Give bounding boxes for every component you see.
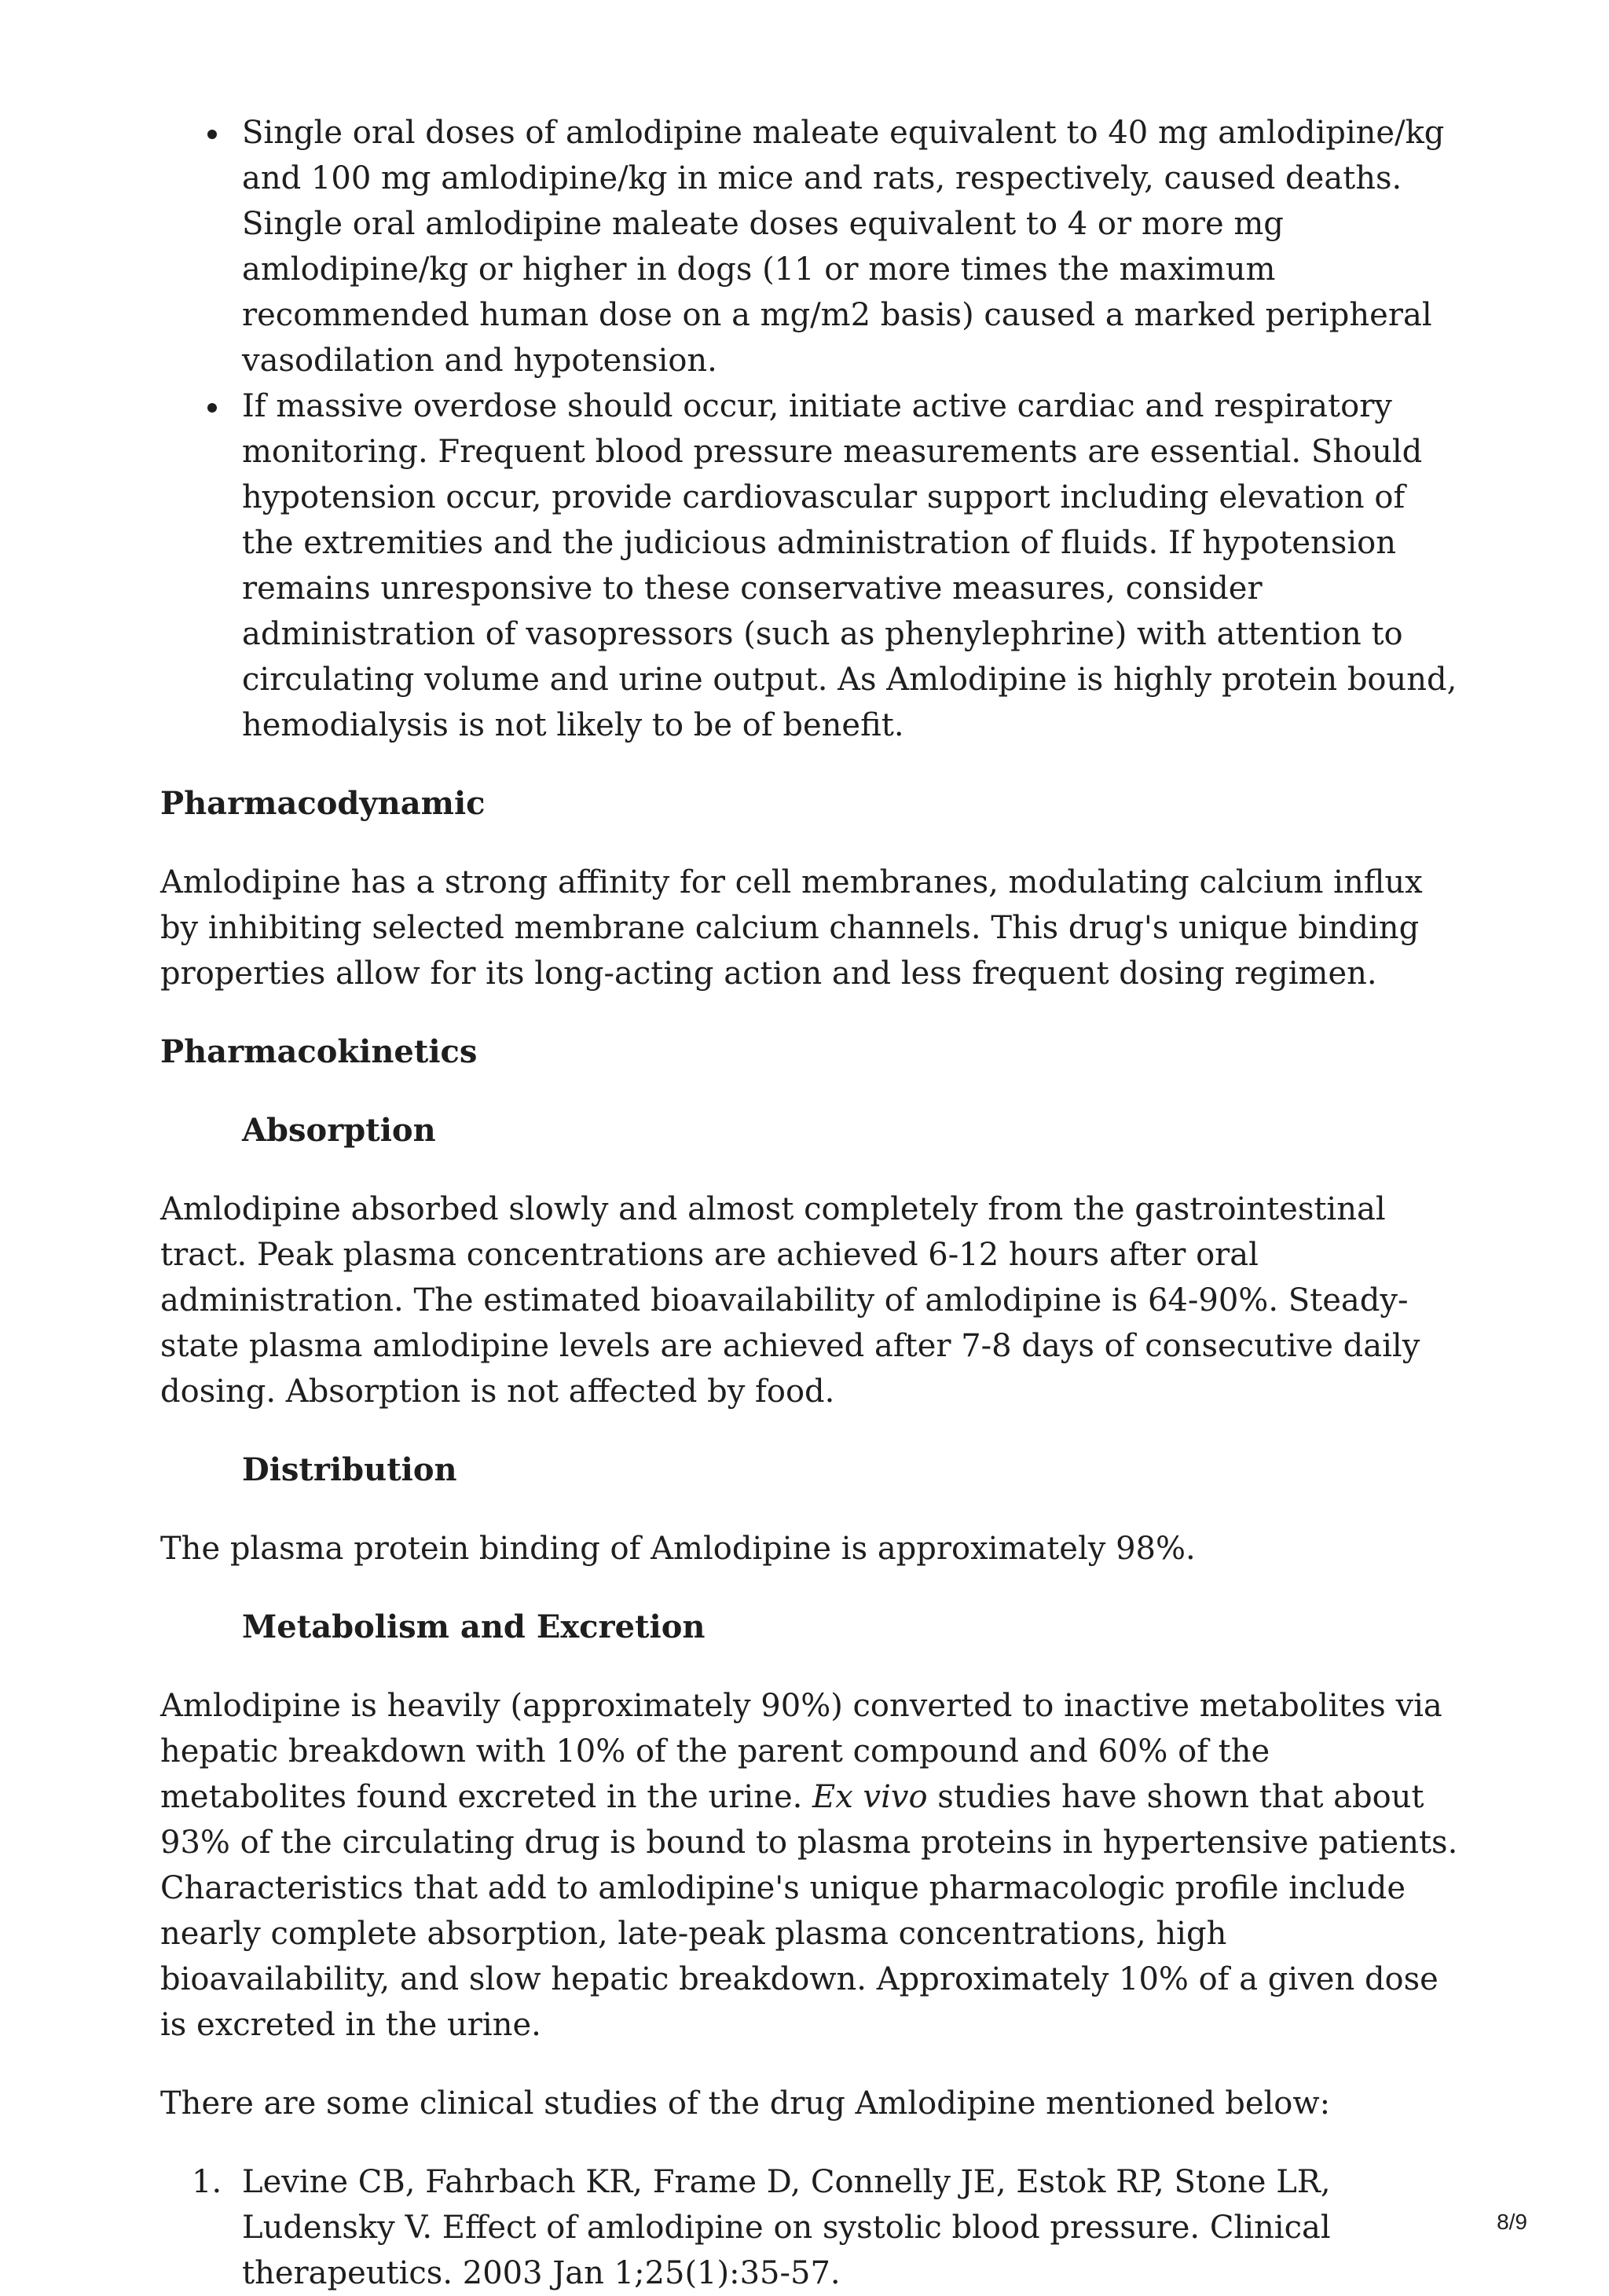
overdose-bullet-list: [160, 110, 1464, 748]
studies-intro: There are some clinical studies of the drug Amlodipine mentioned below:: [160, 2085, 1331, 2122]
pharmacokinetics-heading: Pharmacokinetics: [160, 1033, 478, 1070]
overdose-bullet-1: Single oral doses of amlodipine maleate equivalent to 40 mg amlodipine/kg and 100 mg amlodipine/kg in mice and rats, respectively, caused deaths. Single oral amlodipine maleate doses equivalent to 4 or more mg amlodipine/kg or higher in dogs (11 or more times the maximum recommended human dose on a mg/m2 basis) caused a marked peripheral vasodilation and hypotension.: [160, 110, 1464, 383]
absorption-paragraph: Amlodipine absorbed slowly and almost completely from the gastrointestinal tract. Peak plasma concentrations are achieved 6-12 hours after oral administration. The estimated bioavailability of amlodipine is 64-90%. Steady-state plasma amlodipine levels are achieved after 7-8 days of consecutive daily dosing. Absorption is not affected by food.: [160, 1191, 1420, 1410]
distribution-paragraph: The plasma protein binding of Amlodipine is approximately 98%.: [160, 1531, 1196, 1567]
metabolism-paragraph: [160, 1683, 1464, 2048]
metabolism-text-end: studies have shown that about 93% of the circulating drug is bound to plasma proteins in hypertensive patients. Characteristics that add to amlodipine's unique pharmacologic profile include nearly complete absorption, late-peak plasma concentrations, high bioavailability, and slow hepatic breakdown. Approximately 10% of a given dose is excreted in the urine.: [160, 1779, 1458, 2043]
distribution-heading: Distribution: [242, 1451, 457, 1488]
reference-text: Levine CB, Fahrbach KR, Frame D, Connelly JE, Estok RP, Stone LR, Ludensky V. Effect of amlodipine on systolic blood pressure. Clinical therapeutics. 2003 Jan 1;25(1):35-57.: [242, 2164, 1331, 2291]
reference-list: [160, 2159, 1464, 2296]
absorption-heading: Absorption: [242, 1112, 436, 1149]
page-number: 8/9: [1497, 2210, 1527, 2234]
reference-number: 1.: [192, 2164, 222, 2200]
document-body: [160, 110, 1464, 2296]
pharmacodynamic-paragraph: Amlodipine has a strong affinity for cell membranes, modulating calcium influx by inhibiting selected membrane calcium channels. This drug's unique binding properties allow for its long-acting action and less frequent dosing regimen.: [160, 864, 1423, 992]
metabolism-heading: Metabolism and Excretion: [242, 1608, 706, 1645]
reference-item: [160, 2159, 1464, 2296]
overdose-bullet-2: If massive overdose should occur, initiate active cardiac and respiratory monitoring. Frequent blood pressure measurements are essential. Should hypotension occur, provide cardiovascular support including elevation of the extremities and the judicious administration of fluids. If hypotension remains unresponsive to these conservative measures, consider administration of vasopressors (such as phenylephrine) with attention to circulating volume and urine output. As Amlodipine is highly protein bound, hemodialysis is not likely to be of benefit.: [160, 383, 1464, 748]
metabolism-text-start: Amlodipine is heavily (approximately 90%) converted to inactive metabolites via hepatic breakdown with 10% of the parent compound and 60% of the metabolites found excreted in the urine.: [160, 1688, 1442, 1815]
pharmacodynamic-heading: Pharmacodynamic: [160, 785, 486, 822]
ex-vivo-italic: Ex vivo: [812, 1779, 928, 1815]
